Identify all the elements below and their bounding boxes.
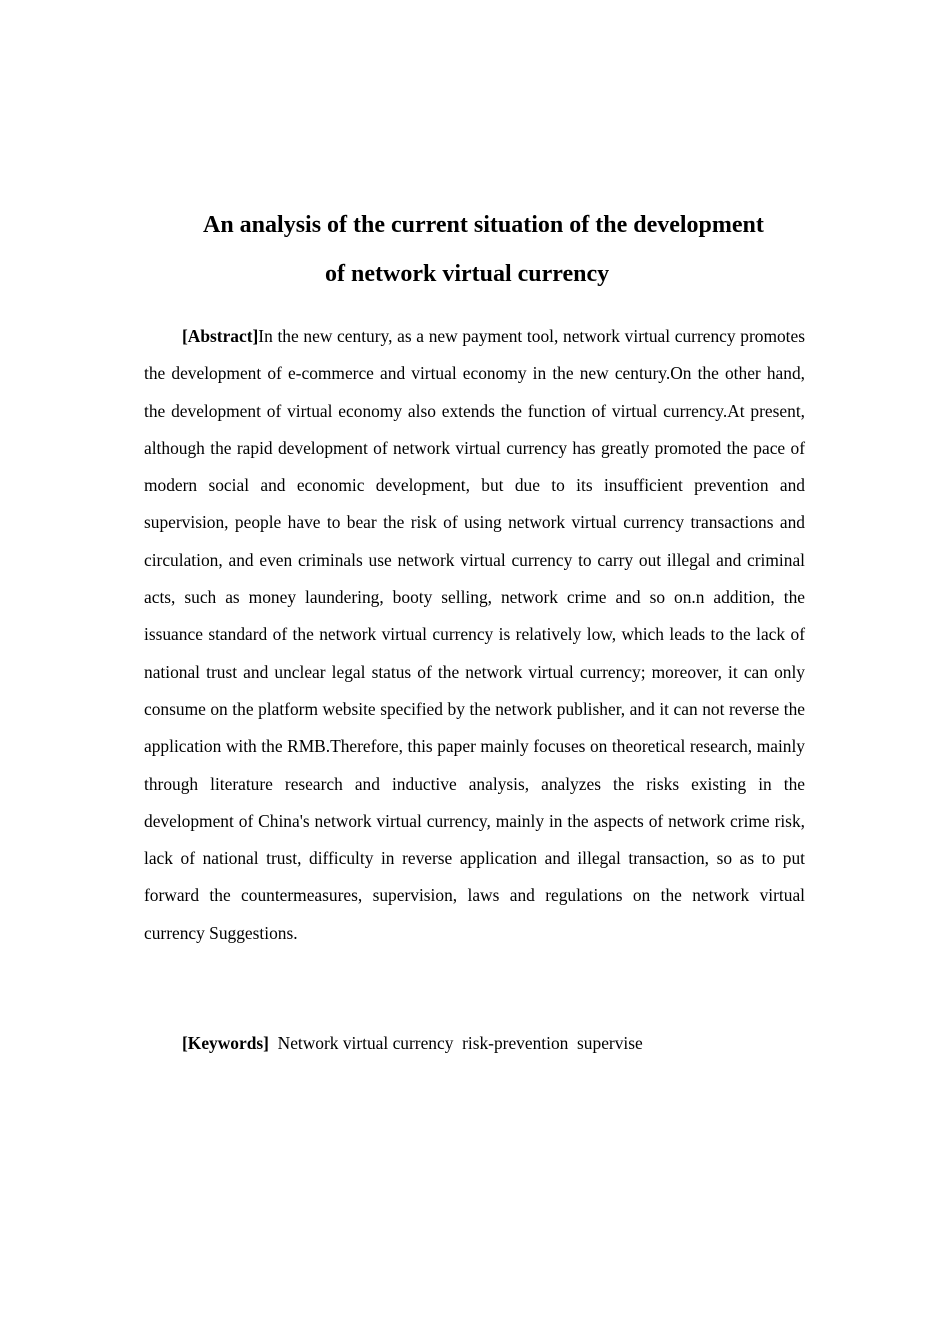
abstract-label: [Abstract] [182, 326, 259, 346]
keywords-text: Network virtual currency risk-prevention supervise [268, 1033, 643, 1053]
keywords-label: [Keywords] [182, 1033, 269, 1053]
paper-title-line-1: An analysis of the current situation of the development [203, 212, 764, 238]
abstract-text: In the new century, as a new payment tool, network virtual currency promotes the development of e-commerce and virtual economy in the new century.On the other hand, the development of virtual economy also extends the function of virtual currency.At present, although the rapid development of network virtual currency has greatly promoted the pace of modern social and economic development, but due to its insufficient prevention and supervision, people have to bear the risk of using network virtual currency transactions and circulation, and even criminals use network virtual currency to carry out illegal and criminal acts, such as money laundering, booty selling, network crime and so on.n addition, the issuance standard of the network virtual currency is relatively low, which leads to the lack of national trust and unclear legal status of the network virtual currency; moreover, it can only consume on the platform website specified by the network publisher, and it can not reverse the application with the RMB.Therefore, this paper mainly focuses on theoretical research, mainly through literature research and inductive analysis, analyzes the risks existing in the development of China's network virtual currency, mainly in the aspects of network crime risk, lack of national trust, difficulty in reverse application and illegal transaction, so as to put forward the countermeasures, supervision, laws and regulations on the network virtual currency Suggestions. [144, 326, 805, 943]
keywords-line [182, 1028, 643, 1058]
abstract-paragraph [144, 318, 805, 952]
paper-title-line-2: of network virtual currency [325, 261, 610, 287]
